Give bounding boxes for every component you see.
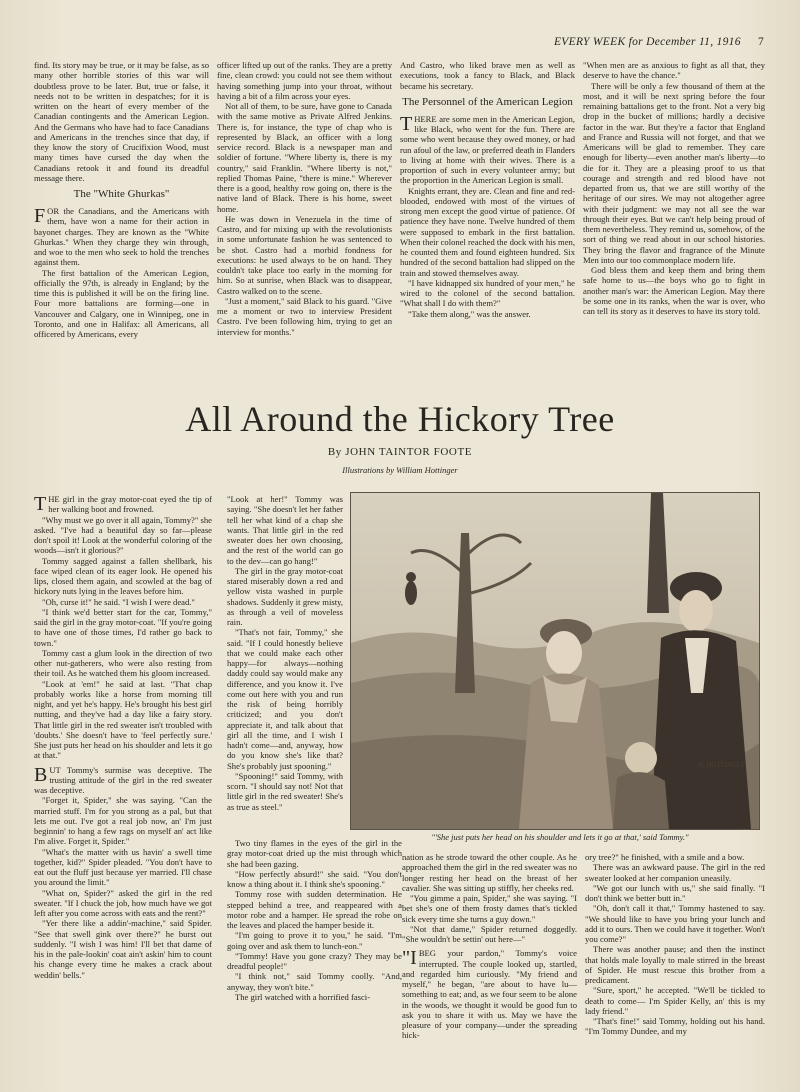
- paragraph: "Look at her!" Tommy was saying. "She doesn't let her father tell her what kind of a chap she wants. That little girl in the red sweater does her own choosing, and the rest of the world can go to the dev—can go hang!": [227, 494, 343, 566]
- paragraph: "Spooning!" said Tommy, with scorn. "I should say not! Not that little girl in the red sweater! She's as true as steel.": [227, 770, 343, 812]
- paragraph: "Yer there like a addin'-machine," said Spider. "See that swell gink over there?" he burst out suddenly. "I wish I was him! I'll bet that dame of his in the pale-lookin' coat ain't askin' him to count his change every time he makes a crack about weddin' bells.": [34, 918, 212, 980]
- issue-date: for December 11, 1916: [628, 36, 741, 48]
- paragraph: officer lifted up out of the ranks. They are a pretty fine, clean crowd: you could not see them without having something jump into your throat, without having a bit of a film across your eyes.: [217, 60, 392, 101]
- paragraph: Two tiny flames in the eyes of the girl in the gray motor-coat dried up the mist through which she had been gazing.: [227, 838, 402, 869]
- page-number: 7: [757, 36, 764, 48]
- paragraph: THE girl in the gray motor-coat eyed the tip of her walking boot and frowned.: [34, 494, 212, 515]
- paragraph: "Oh, curse it!" he said. "I wish I were dead.": [42, 596, 195, 607]
- paragraph: "What's the matter with us havin' a swell time together, kid?" Spider pleaded. "You don't have to eat out the fluff just because yer married. I'll chase you around the limit.": [34, 846, 212, 888]
- paragraph: Tommy cast a glum look in the direction of two other nut-gatherers, who were also resting from their toil. As he watched them his gloom increased.: [34, 647, 212, 679]
- paragraph: The first battalion of the American Legion, officially the 97th, is already in England; by the time this is published it will be on the firing line. Four more battalions are forming—one in Vancouver and Calgary, one in Winnipeg, one in Toronto, and one in Halifax: all Americans, all officered by Americans, every: [34, 267, 209, 339]
- paragraph: BUT Tommy's surmise was deceptive. The trusting attitude of the girl in the red sweater was deceptive.: [34, 763, 212, 795]
- paragraph: "You gimme a pain, Spider," she was saying. "I bet she's one of them frosty dames that's tickled sick every time she turns a guy down.": [402, 893, 577, 924]
- paragraph: nation as he strode toward the other couple. As he approached them the girl in the red sweater was no longer resting her head on the breast of her cavalier. She was sitting up stiffly, her cheeks red.: [402, 852, 577, 893]
- story-column-2-narrow: [227, 494, 343, 834]
- illustration-drawing: [351, 493, 759, 829]
- paragraph: "Forget it, Spider," she was saying. "Can the married stuff. I'm for you strong as a pal, but that lets me out. I've got a real job now, an' I'm just beginnin' to hang a few rags on myself an' act like I'm alive. Forget it, Spider.": [34, 795, 212, 847]
- top-column-2: [217, 60, 392, 380]
- paragraph: THERE are some men in the American Legion, like Black, who went for the fun. There are some who went because they owed money, or had run afoul of the law, or preferred death in Flanders to living at home with their wives. There is a proportion of such in every volunteer army; but the proportion in the American Legion is small.: [400, 112, 575, 186]
- paragraph: "I think we'd better start for the car, Tommy," said the girl in the gray motor-coat. "If you're going to have one of those times, I'd rather go back to town.": [34, 606, 212, 648]
- subheading-personnel: The Personnel of the American Legion: [402, 95, 573, 108]
- story-title: All Around the Hickory Tree: [185, 399, 615, 439]
- story-column-4: [585, 852, 765, 1084]
- paragraph: There was an awkward pause. The girl in the red sweater looked at her companion uneasily.: [585, 862, 765, 883]
- paragraph: "Just a moment," said Black to his guard. "Give me a moment or two to interview President Castro. I've been following him, trying to get an interview for months.": [217, 295, 392, 337]
- paragraph: "I'm going to prove it to you," he said. "I'm going over and ask them to lunch-eon.": [227, 930, 402, 951]
- paragraph: "That's not fair, Tommy," she said. "If I could honestly believe that we could make each other happy—for always—nothing daddy could say would make any difference, and you know it. I've come out here with you and run the risk of being horribly criticized; and you don't appreciate it, and talk about that girl all the time, and I wish I hadn't come—and, anyway, how do you know she's like that? She's probably just spooning.": [227, 627, 343, 771]
- paragraph: And Castro, who liked brave men as well as executions, took a fancy to Black, and Black became his secretary.: [400, 60, 575, 91]
- artist-signature: W. HOTTINGER: [697, 761, 745, 769]
- story-column-1: [34, 494, 212, 1082]
- paragraph: "Take them along," was the answer.: [408, 308, 531, 319]
- paragraph: Knights errant, they are. Clean and fine and red-blooded, endowed with most of the virtues of strong men except the good virtue of patience. Of patience they have none. Twelve hundred of them were supposed to embark in the first battalion. When their colonel reached the dock with his men, he counted them and found eighteen hundred. Six hundred of the second battalion had slipped on the train and stowed themselves away.: [400, 185, 575, 278]
- paragraph: FOR the Canadians, and the Americans with them, have won a name for their action in bayonet charges. They are known as the "White Ghurkas." When they charge they win through, and woe to the men who seek to hold the trenches against them.: [34, 205, 209, 268]
- paragraph: "IBEG your pardon," Tommy's voice interrupted. The couple looked up, startled, and regarded him curiously. "My friend and myself," he began, "are about to have lu—something to eat; and, as we four seem to be alone in the woods, we thought it would be good fun to ask you to share it with us. May we have the pleasure of your company—under the spreading hick-: [402, 947, 577, 1041]
- story-column-3: [402, 852, 577, 1084]
- paragraph: ory tree?" he finished, with a smile and a bow.: [585, 852, 745, 862]
- drop-cap: B: [34, 763, 48, 786]
- paragraph: find. Its story may be true, or it may be false, as so many other horrible stories of this war will doubtless prove to be later. But, true or false, it needs not to be written in despatches; for it is written on the heart of every member of the Canadian contingents and the American Legion. And the Germans who have had to face Canadians and Americans in the trenches since that day, if they know the story of Crucifixion Wood, must many times have cursed the day when the Canadians retook it and found its dreadful message there.: [34, 60, 209, 183]
- paragraph: "Sure, sport," he accepted. "We'll be tickled to death to come— I'm Spider Kelly, an' this is my lady friend.": [585, 985, 765, 1016]
- paragraph: "We got our lunch with us," she said finally. "I don't think we better butt in.": [585, 882, 765, 903]
- paragraph: "How perfectly absurd!" she said. "You don't know a thing about it. I think she's spooning.": [227, 868, 402, 889]
- paragraph: "Oh, don't call it that," Tommy hastened to say. "We should like to have you bring your lunch and add it to ours. Then we could have it together. Won't you come?": [585, 903, 765, 944]
- magazine-name: EVERY WEEK: [553, 36, 626, 48]
- top-column-4: [583, 60, 765, 380]
- running-header: [554, 36, 764, 48]
- paragraph: "I have kidnapped six hundred of your men," he wired to the colonel of the second battalion. "What shall I do with them?": [400, 277, 575, 309]
- paragraph: "Why must we go over it all again, Tommy?" she asked. "I've had a beautiful day so far—please don't spoil it! Look at the wonderful coloring of the woods—isn't it glorious?": [34, 514, 212, 556]
- paragraph: "What on, Spider?" asked the girl in the red sweater. "If I chuck the job, how much have we got left after you come across with eats and the rent?": [34, 887, 212, 918]
- paragraph: There will be only a few thousand of them at the most, and it will be next spring before the four remaining battalions get to the front. Not a very big drop in the bucket of millions; hardly a decisive factor in the war. But they're a factor that England and France and Russia will not forget, and that we Americans will be glad to remember. They care enough for liberty—even another man's liberty—to die for it. They are a pleasing proof to us that courage and strength and red blood have not departed from us, that we are still worthy of the heritage of our sires. We may not altogether agree with their judgment: we may not all see the war through their eyes. But we can't help being proud of them nevertheless. They remind us, somehow, of the sort of thing we read about in our school histories. They bring the flavor and fragrance of the Minute Men into our too commonplace modern life.: [583, 80, 765, 265]
- paragraph: "Tommy! Have you gone crazy? They may be dreadful people!": [227, 950, 402, 971]
- paragraph: "Look at 'em!" he said at last. "That chap probably works like a horse from morning till night, and yet he's happy. He's brought his best girl nutting, and they've had a day like a fairy story. That little girl in the red sweater isn't troubled with 'doubts.' She doesn't have to 'feel perfectly sure.' She just puts her head on his shoulder and lets it go at that.": [34, 678, 212, 761]
- paragraph: "I think not," said Tommy coolly. "And, anyway, they won't bite.": [227, 971, 402, 992]
- paragraph: Tommy sagged against a fallen shellbark, his face wiped clean of its eager look. He opened his lips, closed them again, and scowled at the bag of hickory nuts lying in the leaves before him.: [34, 555, 212, 597]
- illustrator-credit: Illustrations by William Hottinger: [342, 465, 458, 475]
- paragraph: The girl in the gray motor-coat stared miserably down a red and yellow vista washed in purple shadows. Suddenly it grew misty, as through a veil of moveless rain.: [227, 565, 343, 627]
- paragraph: He was down in Venezuela in the time of Castro, and for mixing up with the revolutionists in some unfortunate fashion he was sentenced to be shot. Castro had a morbid fondness for executions: he used always to be on hand. They couldn't take place too early in the morning for him. So at sunrise, when Black was to disappear, Castro walked on to the scene.: [217, 213, 392, 296]
- paragraph: Tommy rose with sudden determination. He stepped behind a tree, and reappeared with a motor robe and a hamper. He spread the robe on the leaves and placed the hamper beside it.: [227, 889, 402, 930]
- paragraph: "When men are as anxious to fight as all that, they deserve to have the chance.": [583, 60, 765, 81]
- story-illustration: [350, 492, 760, 830]
- paragraph: There was another pause; and then the instinct that holds male loyally to male stirred in the breast of Spider. He must rescue this brother from a predicament.: [585, 944, 765, 985]
- paragraph: God bless them and keep them and bring them safe home to us—the boys who go to fight in another man's war: the American Legion. May there be some one in its ranks, when the war is over, who can tell its story as it deserves to have its story told.: [583, 265, 765, 316]
- paragraph: The girl watched with a horrified fasci-: [235, 991, 371, 1002]
- subheading-white-ghurkas: The "White Ghurkas": [73, 188, 170, 200]
- byline: By JOHN TAINTOR FOOTE: [327, 446, 473, 458]
- illustration-caption: "'She just puts her head on his shoulder and lets it go at that,' said Tommy.": [431, 832, 689, 842]
- paragraph: "Not that dame," Spider returned doggedly. "She wouldn't be settin' out here—": [402, 923, 577, 944]
- top-column-3: [400, 60, 575, 380]
- story-column-2-lower: [227, 838, 402, 1084]
- drop-cap: T: [34, 494, 47, 515]
- drop-cap: "I: [402, 947, 417, 970]
- paragraph: Not all of them, to be sure, have gone to Canada with the same motive as Private Alfred Jenkins. There is, for instance, the type of chap who is represented by Black, an officer with a long service record. Black is a newspaper man and soldier of fortune. "Where liberty is, there is my country," said Franklin. "Where liberty is not," replied Thomas Paine, "there is mine." Wherever there is a good, healthy row going on, there is the native land of Black. There is his home, sweet home.: [217, 101, 392, 214]
- top-column-1: [34, 60, 209, 380]
- paragraph: "That's fine!" said Tommy, holding out his hand. "I'm Tommy Dundee, and my: [585, 1016, 765, 1037]
- drop-cap: T: [400, 112, 413, 135]
- drop-cap: F: [34, 205, 46, 227]
